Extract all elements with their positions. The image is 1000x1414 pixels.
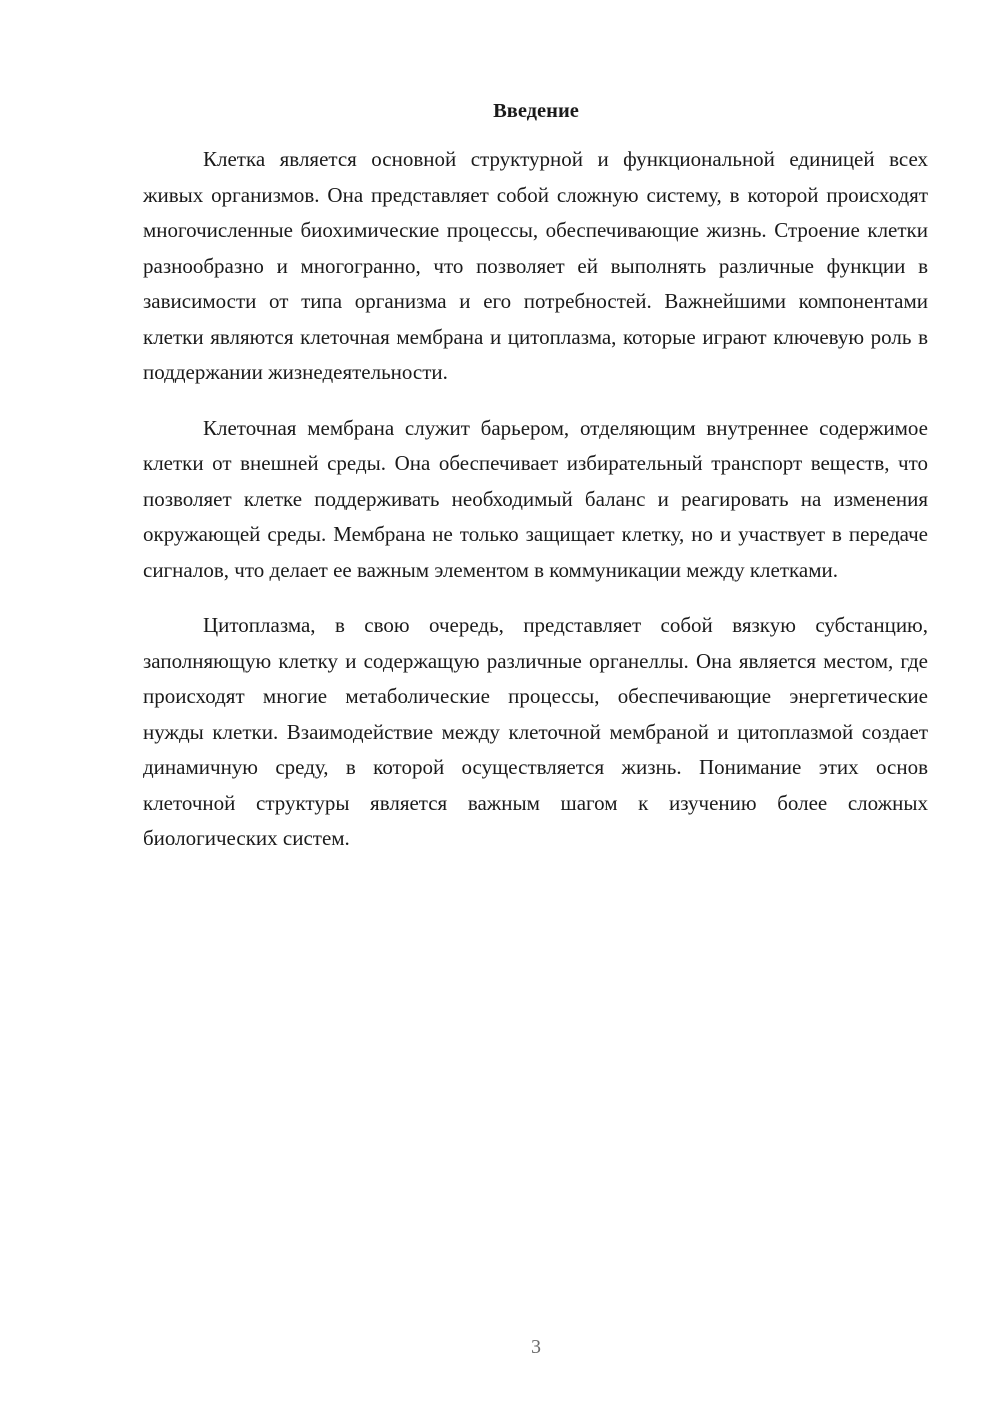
page-number: 3 — [531, 1336, 541, 1358]
paragraph-2: Клеточная мембрана служит барьером, отделяющим внутреннее содержимое клетки от внешней среды. Она обеспечивает избирательный транспорт веществ, что позволяет клетке поддерживать необходимый баланс и реагировать на изменения окружающей среды. Мембрана не только защищает клетку, но и участвует в передаче сигналов, что делает ее важным элементом в коммуникации между клетками. — [143, 415, 928, 582]
body-text — [143, 142, 928, 877]
section-title: Введение — [493, 100, 579, 122]
paragraph-3: Цитоплазма, в свою очередь, представляет собой вязкую субстанцию, заполняющую клетку и содержащую различные органеллы. Она является местом, где происходят многие метаболические процессы, обеспечивающие энергетические нужды клетки. Взаимодействие между клеточной мембраной и цитоплазмой создает динамичную среду, в которой осуществляется жизнь. Понимание этих основ клеточной структуры является важным шагом к изучению более сложных биологических систем. — [143, 613, 928, 850]
paragraph-1: Клетка является основной структурной и функциональной единицей всех живых организмов. Она представляет собой сложную систему, в которой происходят многочисленные биохимические процессы, обеспечивающие жизнь. Строение клетки разнообразно и многогранно, что позволяет ей выполнять различные функции в зависимости от типа организма и его потребностей. Важнейшими компонентами клетки являются клеточная мембрана и цитоплазма, которые играют ключевую роль в поддержании жизнедеятельности. — [143, 147, 928, 384]
